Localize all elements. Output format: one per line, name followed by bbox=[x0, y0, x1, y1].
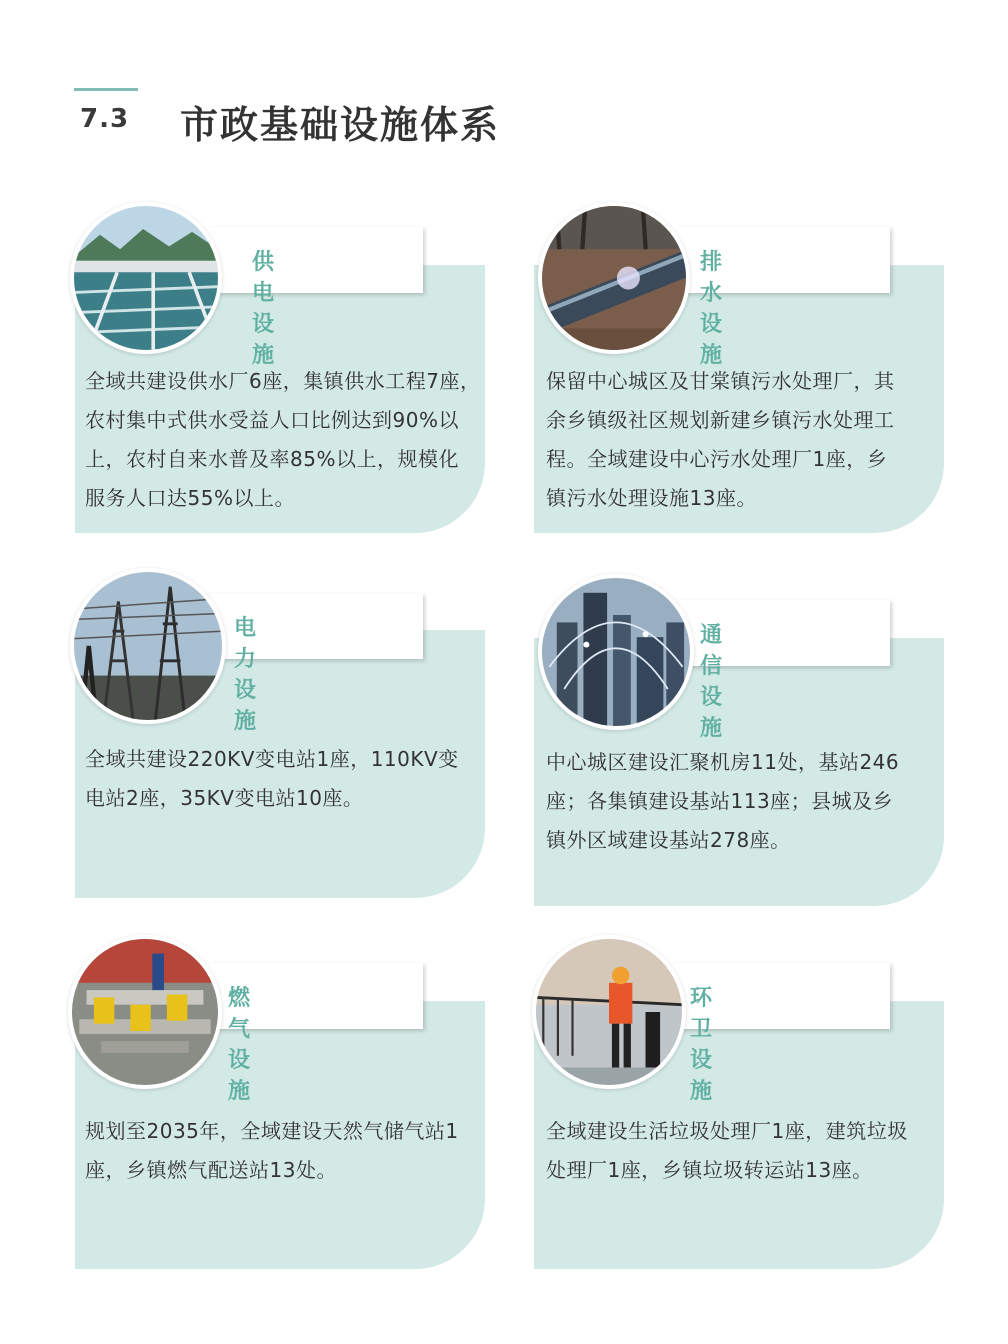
card-line: 镇污水处理设施13座。 bbox=[546, 486, 757, 510]
drainage-pipe-photo bbox=[538, 202, 690, 354]
card-line: 处理厂1座，乡镇垃圾转运站13座。 bbox=[546, 1158, 873, 1182]
section-header bbox=[72, 88, 592, 148]
card-line: 农村集中式供水受益人口比例达到90%以 bbox=[85, 408, 459, 432]
card-line: 全域共建设220KV变电站1座，110KV变 bbox=[85, 747, 459, 771]
card-line: 座，乡镇燃气配送站13处。 bbox=[85, 1158, 337, 1182]
card-line: 上，农村自来水普及率85%以上，规模化 bbox=[85, 447, 459, 471]
card-title: 供电设施 bbox=[252, 250, 276, 368]
card-title: 燃气设施 bbox=[228, 986, 252, 1104]
card-line: 余乡镇级社区规划新建乡镇污水处理工 bbox=[546, 408, 895, 432]
card-body bbox=[85, 362, 485, 518]
card-line: 全域建设生活垃圾处理厂1座，建筑垃圾 bbox=[546, 1119, 908, 1143]
card-title-box bbox=[205, 227, 423, 293]
substation-photo bbox=[70, 568, 226, 724]
card-line: 中心城区建设汇聚机房11处，基站246 bbox=[546, 750, 900, 774]
sanitation-worker-photo bbox=[532, 935, 686, 1089]
card-body bbox=[546, 362, 944, 518]
card-title: 通信设施 bbox=[700, 623, 724, 741]
section-number: 7.3 bbox=[80, 104, 130, 134]
card-line: 服务人口达55%以上。 bbox=[85, 486, 295, 510]
section-title: 市政基础设施体系 bbox=[180, 103, 501, 147]
card-body bbox=[85, 740, 485, 818]
card-line: 规划至2035年，全域建设天然气储气站1 bbox=[85, 1119, 459, 1143]
card-line: 保留中心城区及甘棠镇污水处理厂，其 bbox=[546, 369, 895, 393]
card-line: 座；各集镇建设基站113座；县城及乡 bbox=[546, 789, 894, 813]
card-title: 排水设施 bbox=[700, 250, 724, 368]
card-title: 环卫设施 bbox=[690, 986, 714, 1104]
card-body bbox=[546, 1112, 944, 1190]
card-line: 电站2座，35KV变电站10座。 bbox=[85, 786, 364, 810]
card-line: 全域共建设供水厂6座，集镇供水工程7座， bbox=[85, 369, 481, 393]
card-body bbox=[546, 743, 944, 860]
card-title: 电力设施 bbox=[234, 616, 258, 734]
gas-station-pipes-photo bbox=[68, 935, 222, 1089]
card-body bbox=[85, 1112, 485, 1190]
water-treatment-plant-photo bbox=[70, 202, 222, 354]
card-line: 镇外区域建设基站278座。 bbox=[546, 828, 791, 852]
card-line: 程。全域建设中心污水处理厂1座，乡 bbox=[546, 447, 888, 471]
smart-city-network-photo bbox=[538, 574, 694, 730]
section-accent-bar bbox=[74, 88, 138, 91]
